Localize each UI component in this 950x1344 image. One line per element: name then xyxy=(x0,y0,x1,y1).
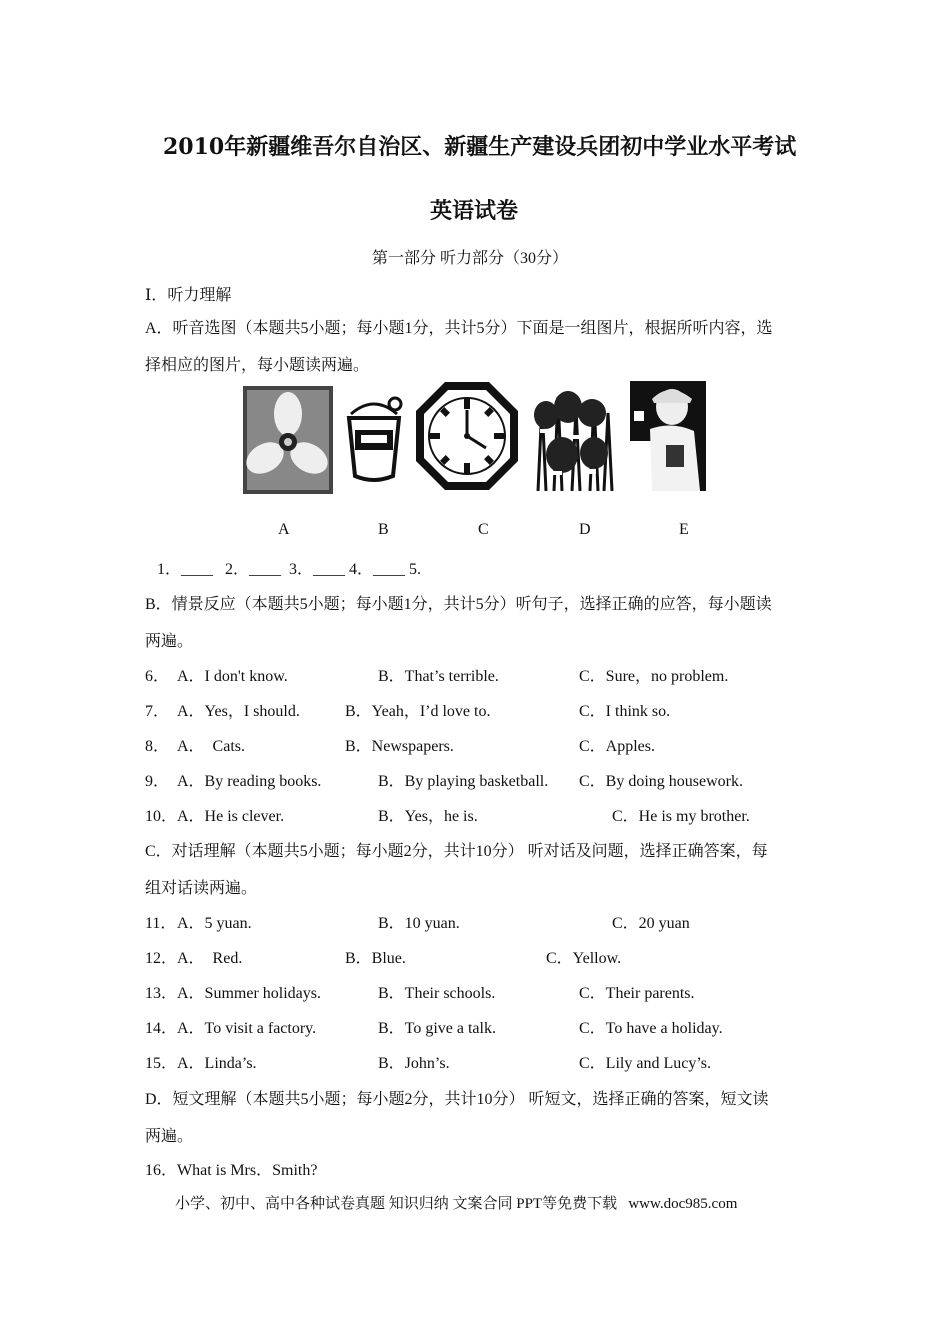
option-a: A． Red. xyxy=(177,950,243,967)
picture-label-d: D xyxy=(579,521,591,538)
option-c: C．He is my brother. xyxy=(612,808,750,825)
question-number: 11． xyxy=(145,915,177,932)
option-a: A．5 yuan. xyxy=(177,915,252,932)
question-number: 10． xyxy=(145,808,178,825)
option-b: B．Their schools. xyxy=(378,985,496,1002)
option-b: B．John’s. xyxy=(378,1055,450,1072)
fan-icon xyxy=(243,386,333,494)
option-a: A．He is clever. xyxy=(177,808,285,825)
footer-text: 小学、初中、高中各种试卷真题 知识归纳 文案合同 PPT等免费下载 www.doc985.com xyxy=(175,1196,738,1212)
option-a: A．I don't know. xyxy=(177,668,288,685)
question-number: 6． xyxy=(145,668,170,685)
forest-icon xyxy=(532,385,616,491)
question-number: 7． xyxy=(145,703,170,720)
title-line-2: 英语试卷 xyxy=(430,198,519,224)
section-a-instruction-2: 择相应的图片，每小题读两遍。 xyxy=(145,357,370,374)
section-heading: Ⅰ．听力理解 xyxy=(145,287,232,304)
option-b: B．Yeah，I’d love to. xyxy=(345,703,491,720)
section-c-instruction-1: C．对话理解（本题共5小题；每小题2分，共计10分） 听对话及问题，选择正确答案，每 xyxy=(145,843,768,860)
question-number: 15． xyxy=(145,1055,178,1072)
option-a: A．By reading books. xyxy=(177,773,322,790)
option-a: A．Summer holidays. xyxy=(177,985,321,1002)
option-c: C．20 yuan xyxy=(612,915,690,932)
bucket-icon xyxy=(343,392,405,484)
option-b: B．Yes，he is. xyxy=(378,808,478,825)
clock-icon xyxy=(414,380,520,492)
question-number: 13． xyxy=(145,985,178,1002)
title-line-1: 2010年新疆维吾尔自治区、新疆生产建设兵团初中学业水平考试 xyxy=(163,134,797,160)
picture-label-b: B xyxy=(378,521,389,538)
option-c: C．By doing housework. xyxy=(579,773,744,790)
question-number: 8． xyxy=(145,738,170,755)
picture-label-e: E xyxy=(679,521,689,538)
section-d-instruction-2: 两遍。 xyxy=(145,1128,194,1145)
section-b-instruction-1: B．情景反应（本题共5小题；每小题1分，共计5分）听句子，选择正确的应答，每小题读 xyxy=(145,596,772,613)
picture-label-c: C xyxy=(478,521,489,538)
option-c: C．Apples. xyxy=(579,738,656,755)
section-d-instruction-1: D．短文理解（本题共5小题；每小题2分，共计10分） 听短文，选择正确的答案，短文读 xyxy=(145,1091,769,1108)
option-b: B．Newspapers. xyxy=(345,738,454,755)
option-a: A．To visit a factory. xyxy=(177,1020,317,1037)
question-number: 9． xyxy=(145,773,170,790)
option-c: C．I think so. xyxy=(579,703,671,720)
option-a: A． Cats. xyxy=(177,738,246,755)
option-b: B．To give a talk. xyxy=(378,1020,496,1037)
person-icon xyxy=(630,381,706,491)
question-number: 12． xyxy=(145,950,178,967)
option-c: C．Yellow. xyxy=(546,950,622,967)
option-b: B．That’s terrible. xyxy=(378,668,499,685)
option-b: B．By playing basketball. xyxy=(378,773,549,790)
option-b: B．10 yuan. xyxy=(378,915,460,932)
answer-blanks: 1．____ 2．____ 3．____ 4．____ 5. xyxy=(157,561,422,578)
option-a: A．Yes，I should. xyxy=(177,703,300,720)
question-16: 16．What is Mrs．Smith? xyxy=(145,1162,318,1179)
option-c: C．Their parents. xyxy=(579,985,695,1002)
option-b: B．Blue. xyxy=(345,950,406,967)
section-a-instruction-1: A．听音选图（本题共5小题；每小题1分，共计5分）下面是一组图片，根据所听内容，选 xyxy=(145,320,773,337)
option-c: C．To have a holiday. xyxy=(579,1020,723,1037)
picture-label-a: A xyxy=(278,521,290,538)
option-c: C．Lily and Lucy’s. xyxy=(579,1055,711,1072)
part-heading: 第一部分 听力部分（30分） xyxy=(372,250,569,267)
question-number: 14． xyxy=(145,1020,178,1037)
section-b-instruction-2: 两遍。 xyxy=(145,633,194,650)
section-c-instruction-2: 组对话读两遍。 xyxy=(145,880,258,897)
option-a: A．Linda’s. xyxy=(177,1055,257,1072)
option-c: C．Sure，no problem. xyxy=(579,668,729,685)
